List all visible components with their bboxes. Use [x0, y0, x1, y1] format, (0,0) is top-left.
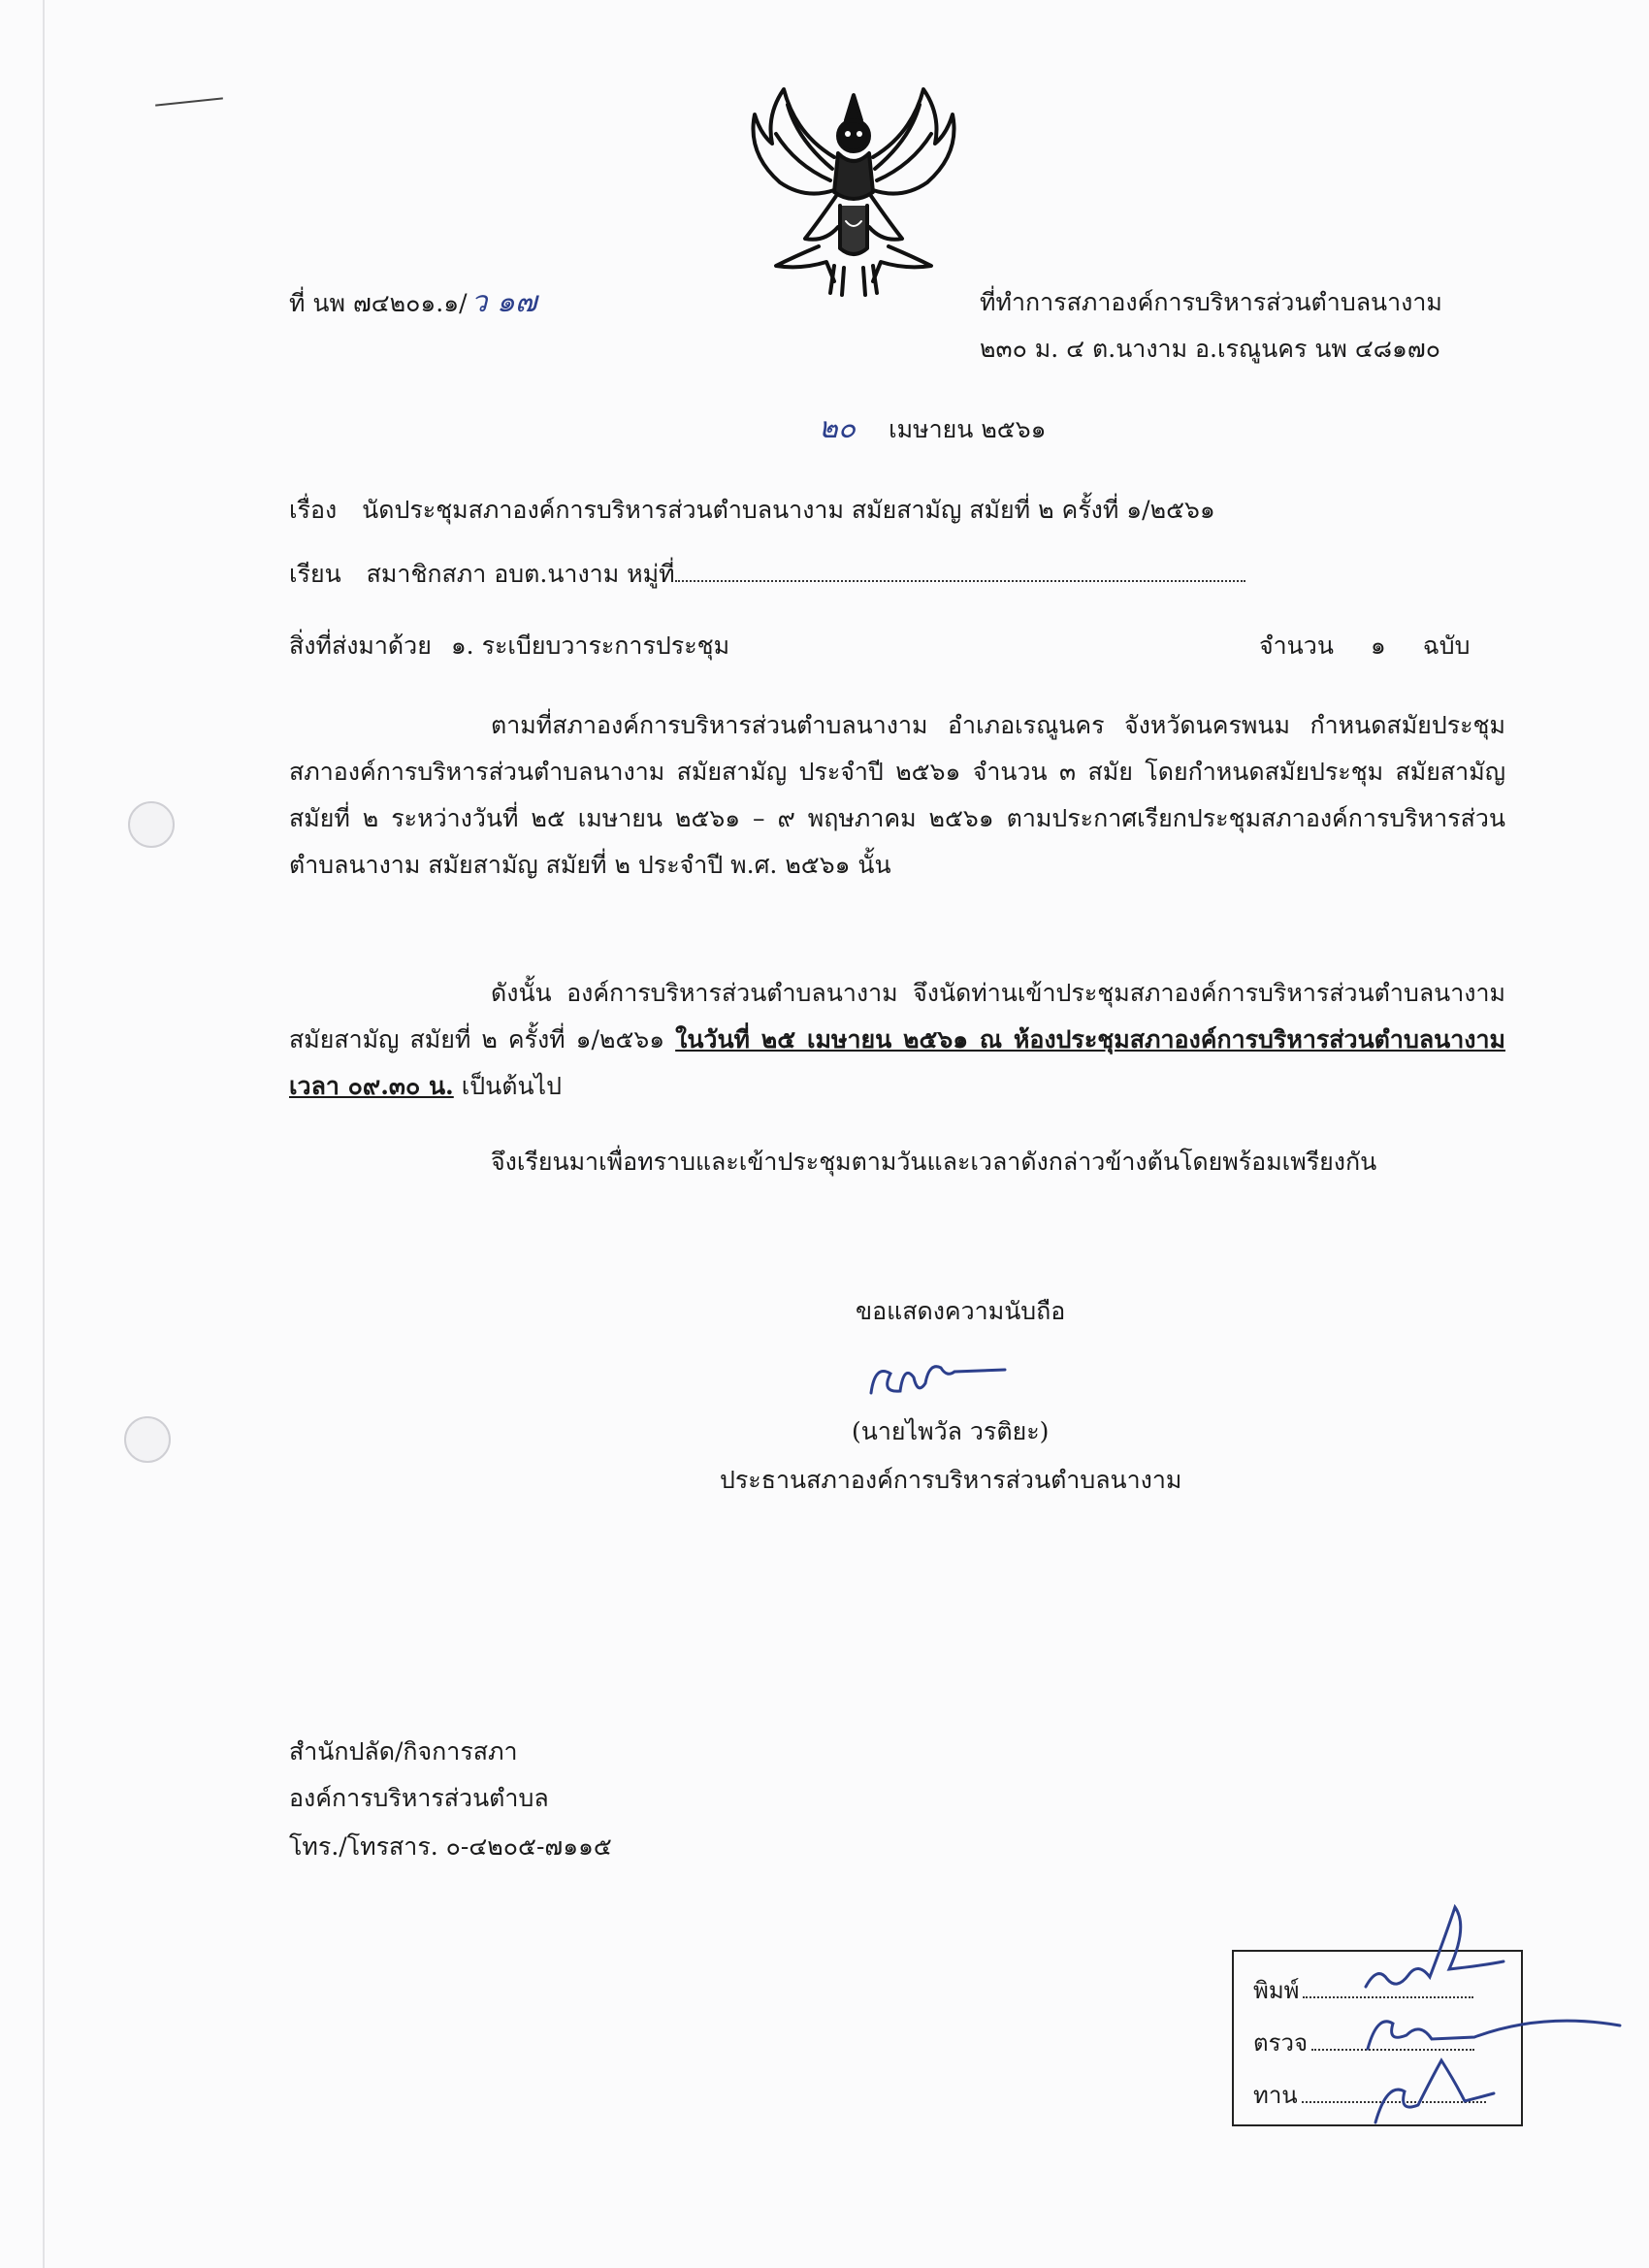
recipient-label: เรียน — [289, 560, 341, 588]
enclosure-line — [289, 629, 729, 664]
meeting-datetime-emphasis: ในวันที่ ๒๕ เมษายน ๒๕๖๑ ณ ห้องประชุมสภาองค์การบริหารส่วนตำบลนางาม เวลา ๐๙.๓๐ น. — [289, 1025, 1505, 1100]
signatory-name: (นายไพวัล วรติยะ) — [852, 1417, 1050, 1445]
enclosure-amount — [1259, 629, 1470, 664]
recipient-dotted-fill — [675, 561, 1245, 582]
body-paragraph-1-text: ตามที่สภาองค์การบริหารส่วนตำบลนางาม อำเภอเรณูนคร จังหวัดนครพนม กำหนดสมัยประชุมสภาองค์การบริหารส่วนตำบลนางาม สมัยสามัญ ประจำปี ๒๕๖๑ จำนวน ๓ สมัย โดยกำหนดสมัยประชุม สมัยสามัญ สมัยที่ ๒ ระหว่างวันที่ ๒๕ เมษายน ๒๕๖๑ – ๙ พฤษภาคม ๒๕๖๑ ตามประกาศเรียกประชุมสภาองค์การบริหารส่วนตำบลนางาม สมัยสามัญ สมัยที่ ๒ ประจำปี พ.ศ. ๒๕๖๑ นั้น — [289, 711, 1505, 879]
subject-text: นัดประชุมสภาองค์การบริหารส่วนตำบลนางาม สมัยสามัญ สมัยที่ ๒ ครั้งที่ ๑/๒๕๖๑ — [362, 496, 1215, 524]
margin-mark — [155, 97, 223, 106]
punch-hole-top — [128, 801, 175, 848]
stamp-review-label: ทาน — [1253, 2082, 1298, 2109]
punch-hole-bottom — [124, 1416, 171, 1463]
office-name: ที่ทำการสภาองค์การบริหารส่วนตำบลนางาม — [980, 288, 1442, 316]
body-paragraph-2-end: เป็นต้นไป — [461, 1072, 562, 1100]
enclosure-item: ๑. ระเบียบวาระการประชุม — [450, 632, 730, 660]
body-paragraph-2 — [289, 970, 1505, 1110]
letter-date — [819, 411, 1046, 447]
subject-line — [289, 493, 1215, 528]
date-day-handwritten: ๒๐ — [819, 411, 857, 445]
recipient-line — [289, 557, 1245, 592]
office-address: ๒๓๐ ม. ๔ ต.นางาม อ.เรณูนคร นพ ๔๘๑๗๐ — [980, 335, 1440, 363]
body-paragraph-1 — [289, 702, 1505, 889]
enclosure-amount-value: ๑ — [1370, 632, 1386, 660]
reference-number-handwritten: ว ๑๗ — [470, 285, 537, 319]
footer-organization: องค์การบริหารส่วนตำบล — [289, 1784, 549, 1812]
enclosure-label: สิ่งที่ส่งมาด้วย — [289, 632, 432, 660]
footer-department: สำนักปลัด/กิจการสภา — [289, 1737, 518, 1766]
salutation: ขอแสดงความนับถือ — [856, 1297, 1066, 1325]
body-paragraph-2-intro: ดังนั้น องค์การบริหารส่วนตำบลนางาม จึงนัดท่านเข้าประชุมสภาองค์การบริหารส่วนตำบลนางาม สมัยสามัญ สมัยที่ ๒ ครั้งที่ ๑/๒๕๖๑ — [289, 979, 1505, 1053]
recipient-text: สมาชิกสภา อบต.นางาม หมู่ที่ — [366, 560, 675, 588]
enclosure-amount-unit: ฉบับ — [1422, 632, 1471, 660]
garuda-emblem-icon — [737, 76, 970, 308]
footer-phone: โทร./โทรสาร. ๐-๔๒๐๕-๗๑๑๕ — [289, 1832, 612, 1861]
stamp-typed-label: พิมพ์ — [1253, 1977, 1300, 2004]
stamp-initials-mark — [1348, 1897, 1630, 2130]
enclosure-amount-label: จำนวน — [1259, 632, 1334, 660]
reference-number — [289, 285, 537, 321]
signature-mark — [861, 1345, 1017, 1412]
closing-sentence: จึงเรียนมาเพื่อทราบและเข้าประชุมตามวันและเวลาดังกล่าวข้างต้นโดยพร้อมเพรียงกัน — [491, 1148, 1377, 1176]
paper-edge-line — [43, 0, 45, 2268]
reference-number-text: ที่ นพ ๗๔๒๐๑.๑/ — [289, 289, 468, 317]
signatory-position: ประธานสภาองค์การบริหารส่วนตำบลนางาม — [720, 1466, 1182, 1494]
stamp-checked-label: ตรวจ — [1253, 2029, 1309, 2057]
subject-label: เรื่อง — [289, 496, 338, 524]
date-month-year: เมษายน ๒๕๖๑ — [889, 415, 1047, 443]
